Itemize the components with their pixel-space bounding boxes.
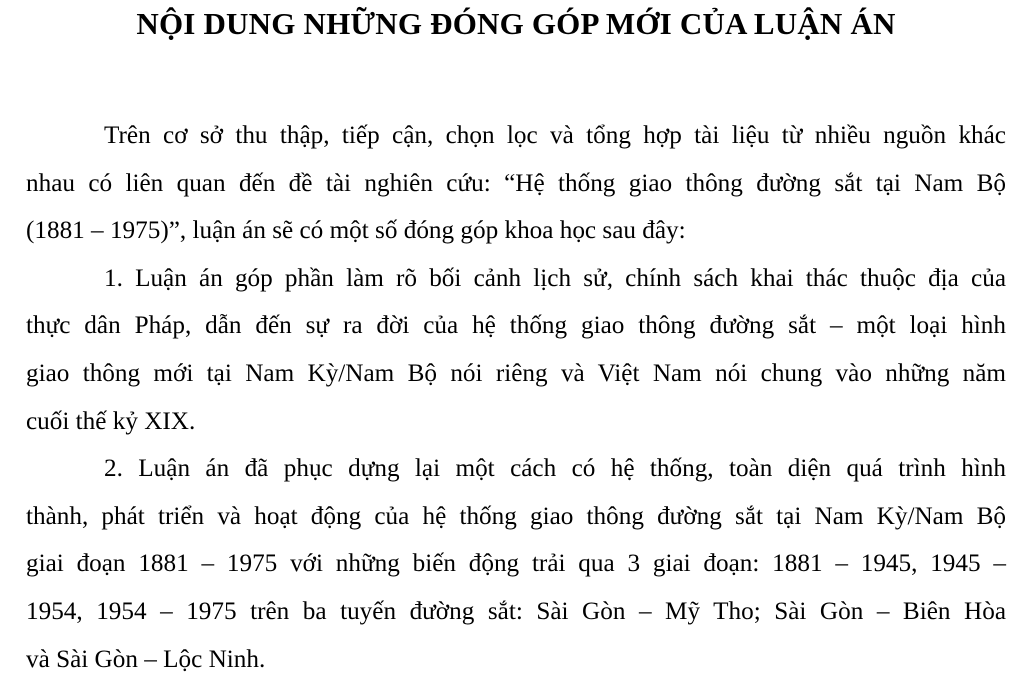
paragraph-line: Trên cơ sở thu thập, tiếp cận, chọn lọc và tổng hợp tài liệu từ nhiều nguồn khác — [104, 122, 1006, 149]
paragraph-contribution-1 — [26, 255, 1006, 445]
paragraph-line: nhau có liên quan đến đề tài nghiên cứu: “Hệ thống giao thông đường sắt tại Nam Bộ — [26, 169, 1006, 197]
paragraph-line: 1954, 1954 – 1975 trên ba tuyến đường sắt: Sài Gòn – Mỹ Tho; Sài Gòn – Biên Hòa — [26, 597, 1006, 625]
paragraph-intro — [26, 112, 1006, 255]
paragraph-line: thành, phát triển và hoạt động của hệ thống giao thông đường sắt tại Nam Kỳ/Nam Bộ — [26, 502, 1006, 530]
paragraph-line: cuối thế kỷ XIX. — [26, 407, 196, 435]
paragraph-line: và Sài Gòn – Lộc Ninh. — [26, 645, 266, 673]
paragraph-line: giao thông mới tại Nam Kỳ/Nam Bộ nói riêng và Việt Nam nói chung vào những năm — [26, 359, 1006, 387]
paragraph-line: giai đoạn 1881 – 1975 với những biến động trải qua 3 giai đoạn: 1881 – 1945, 1945 – — [26, 550, 1006, 578]
paragraph-line: 1. Luận án góp phần làm rõ bối cảnh lịch sử, chính sách khai thác thuộc địa của — [104, 264, 1006, 292]
page-title: NỘI DUNG NHỮNG ĐÓNG GÓP MỚI CỦA LUẬN ÁN — [136, 6, 896, 41]
paragraph-line: (1881 – 1975)”, luận án sẽ có một số đóng góp khoa học sau đây: — [26, 217, 686, 245]
paragraph-line: thực dân Pháp, dẫn đến sự ra đời của hệ thống giao thông đường sắt – một loại hình — [26, 312, 1006, 340]
paragraph-line: 2. Luận án đã phục dựng lại một cách có hệ thống, toàn diện quá trình hình — [104, 455, 1006, 483]
paragraph-contribution-2 — [26, 445, 1006, 683]
document-body — [26, 112, 1006, 683]
